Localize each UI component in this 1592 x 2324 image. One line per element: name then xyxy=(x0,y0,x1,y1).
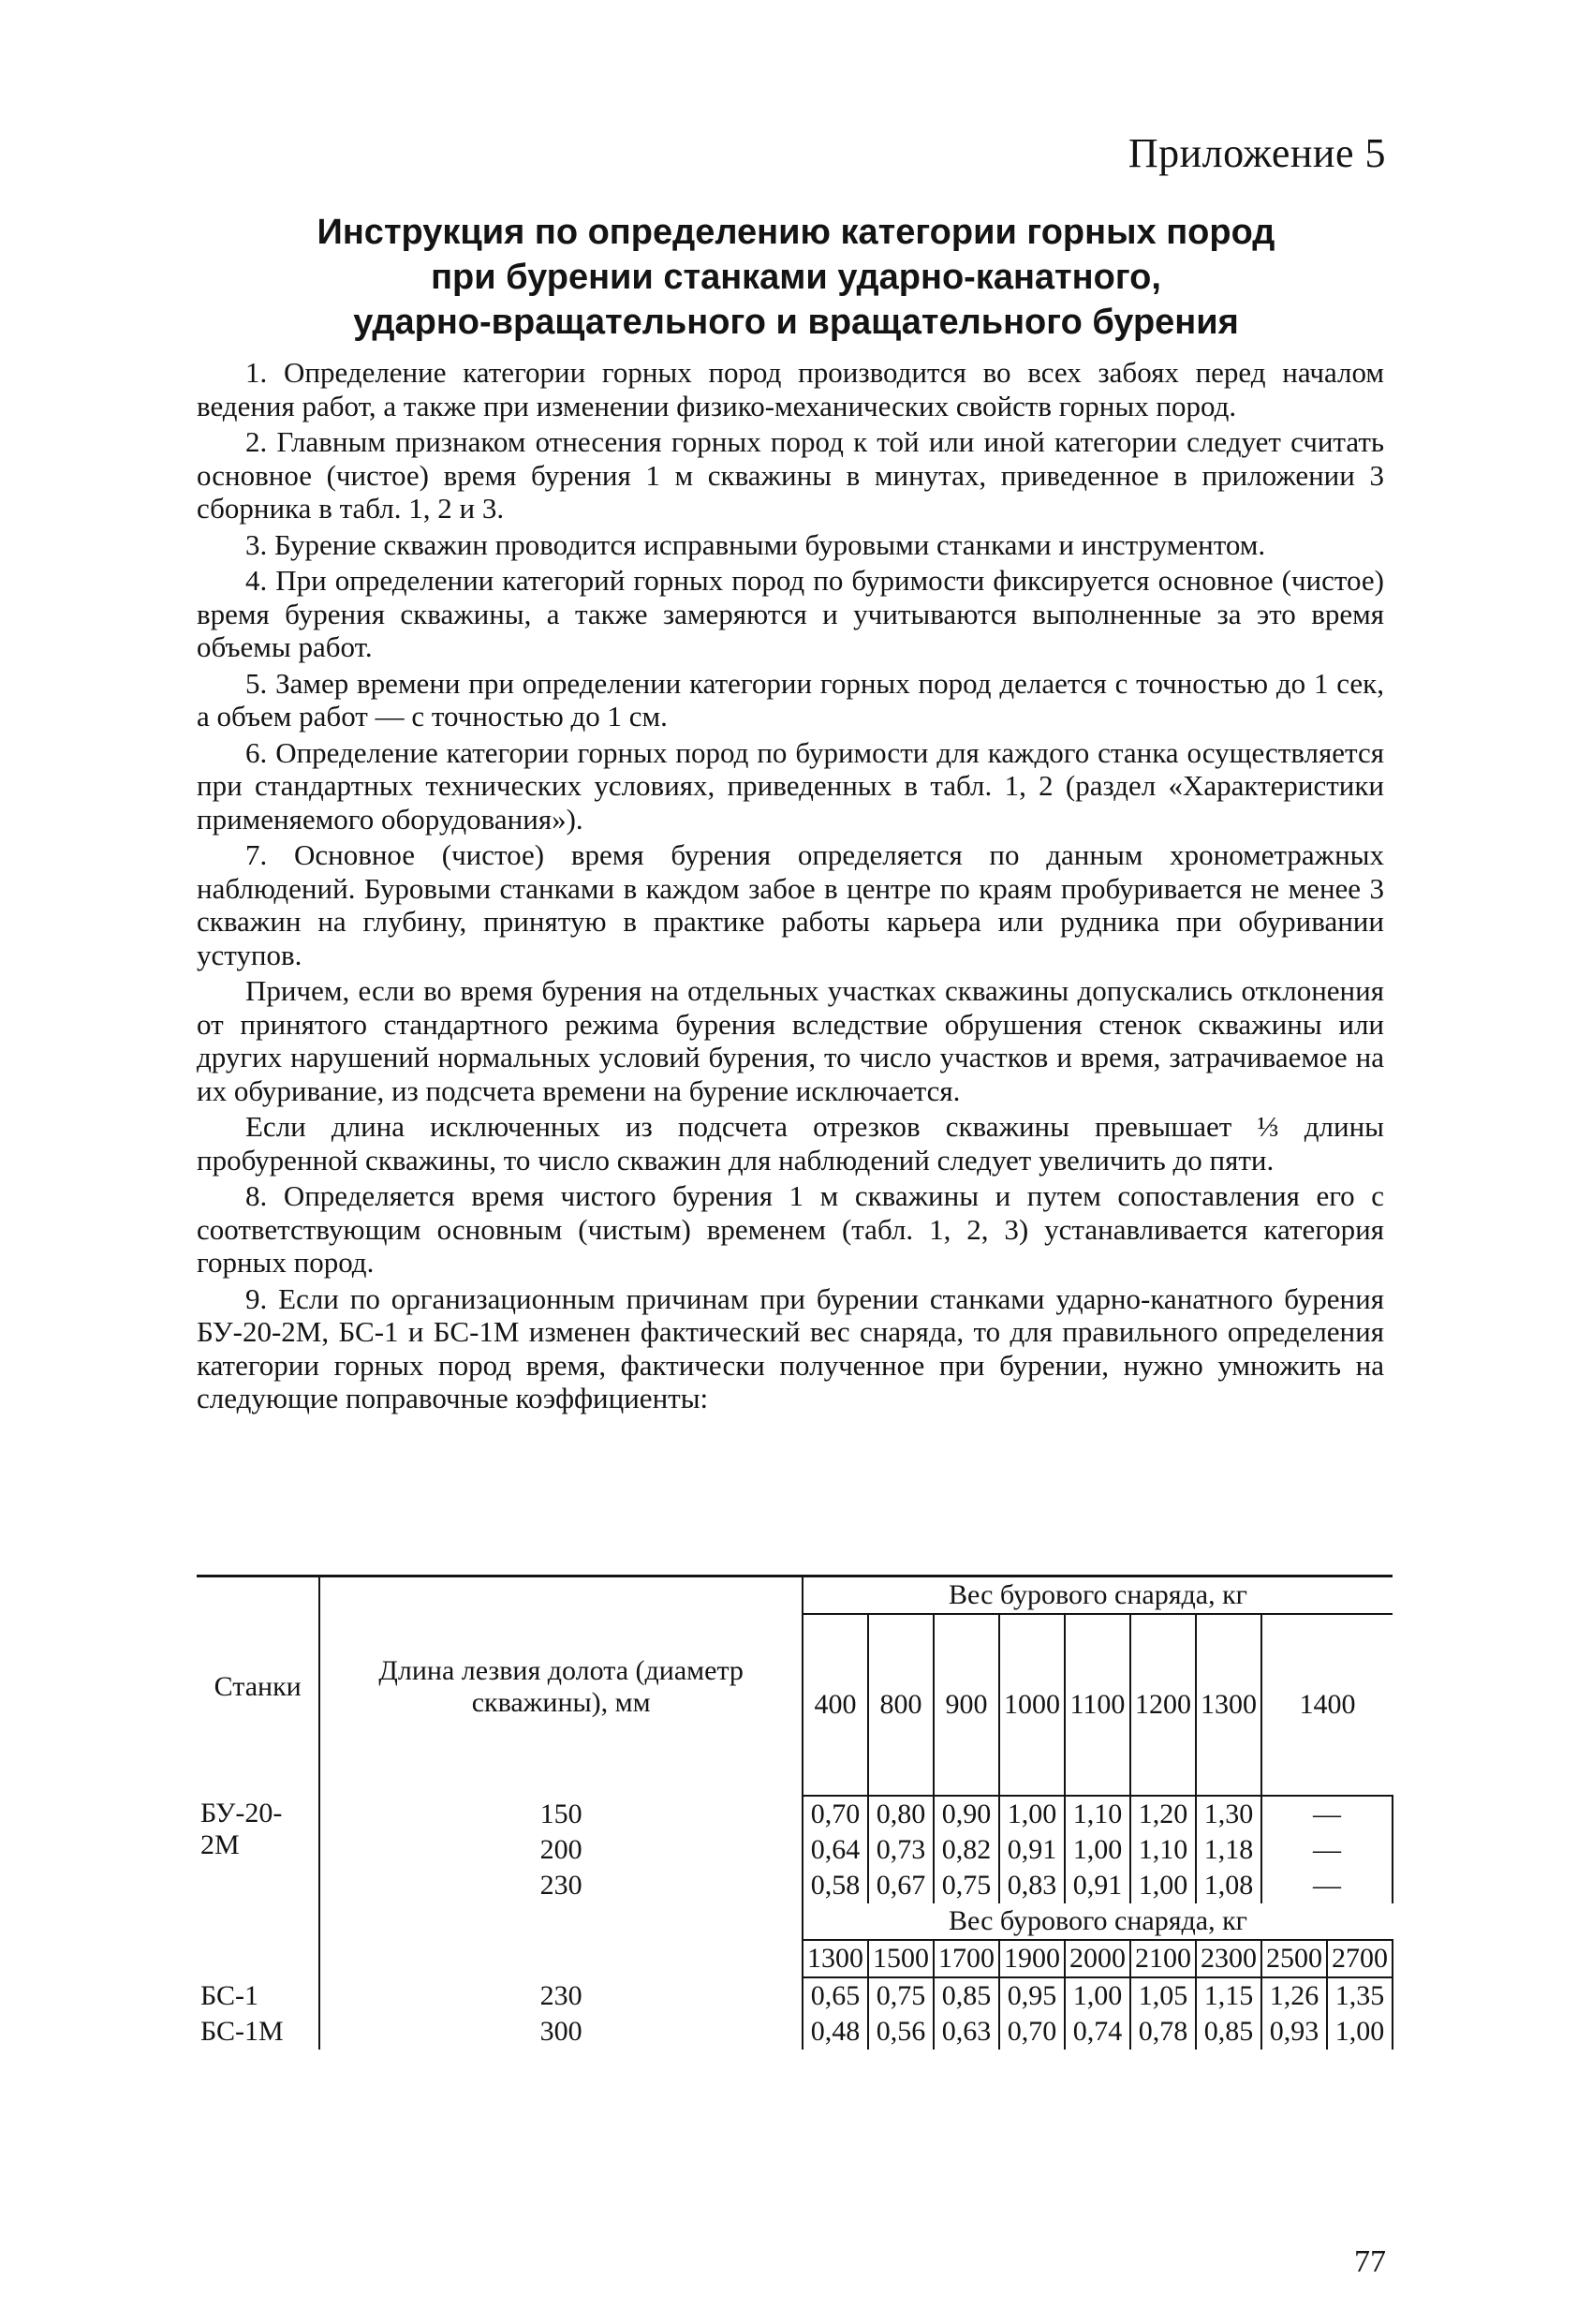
coef-value: 1,20 xyxy=(1130,1796,1196,1832)
coef-value: 0,65 xyxy=(803,1977,868,2014)
coef-value: — xyxy=(1261,1868,1393,1903)
coef-value: — xyxy=(1261,1832,1393,1868)
coef-value: 0,56 xyxy=(868,2014,934,2050)
coef-value: 0,75 xyxy=(868,1977,934,2014)
paragraph-6: 6. Определение категории горных пород по буримости для каждого станка осуществляется при стандартных технических условиях, приведенных в табл. 1, 2 (раздел «Характеристики применяемого оборудования»). xyxy=(197,735,1384,836)
title-line-1: Инструкция по определению категории горных пород xyxy=(317,213,1275,252)
weight-col-header: 1400 xyxy=(1261,1614,1393,1796)
coef-value: 1,00 xyxy=(1065,1977,1130,2014)
spacer-cell xyxy=(319,1903,803,1977)
coef-value: 1,05 xyxy=(1130,1977,1196,2014)
weight-col-header: 900 xyxy=(934,1614,999,1796)
coef-value: 1,26 xyxy=(1261,1977,1327,2014)
coef-value: 1,30 xyxy=(1196,1796,1261,1832)
weight-col-header: 1300 xyxy=(803,1940,868,1977)
machine-name: БС-1 xyxy=(197,1977,319,2014)
header-weight: Вес бурового снаряда, кг xyxy=(803,1576,1393,1615)
coef-value: 0,91 xyxy=(999,1832,1065,1868)
coef-value: 0,48 xyxy=(803,2014,868,2050)
coef-value: 0,91 xyxy=(1065,1868,1130,1903)
coef-value: 0,78 xyxy=(1130,2014,1196,2050)
weight-col-header: 1300 xyxy=(1196,1614,1261,1796)
coef-value: 0,75 xyxy=(934,1868,999,1903)
page-number: 77 xyxy=(1354,2244,1386,2279)
coef-value: 0,80 xyxy=(868,1796,934,1832)
coef-value: 1,15 xyxy=(1196,1977,1261,2014)
machine-name: БС-1М xyxy=(197,2014,319,2050)
coef-value: 1,10 xyxy=(1130,1832,1196,1868)
coef-value: 0,70 xyxy=(999,2014,1065,2050)
title-line-2: при бурении станками ударно-канатного, xyxy=(431,258,1161,297)
title-line-3: ударно-вращательного и вращательного бурения xyxy=(353,303,1239,342)
coef-value: 0,85 xyxy=(934,1977,999,2014)
machine-name: БУ-20-2М xyxy=(197,1796,319,1903)
weight-col-header: 1500 xyxy=(868,1940,934,1977)
document-title xyxy=(197,210,1395,345)
blade-length: 150 xyxy=(319,1796,803,1832)
coef-value: 0,58 xyxy=(803,1868,868,1903)
weight-col-header: 800 xyxy=(868,1614,934,1796)
blade-length: 230 xyxy=(319,1868,803,1903)
paragraph-2: 2. Главным признаком отнесения горных пород к той или иной категории следует считать основное (чистое) время бурения 1 м скважины в минутах, приведенное в приложении 3 сборника в табл. 1, 2 и 3. xyxy=(197,425,1384,525)
weight-col-header: 2700 xyxy=(1327,1940,1393,1977)
weight-col-header: 1200 xyxy=(1130,1614,1196,1796)
weight-col-header: 2300 xyxy=(1196,1940,1261,1977)
coef-value: 0,73 xyxy=(868,1832,934,1868)
spacer-cell xyxy=(197,1903,319,1977)
weight-col-header: 2000 xyxy=(1065,1940,1130,1977)
coef-value: 1,00 xyxy=(1130,1868,1196,1903)
coef-value: 1,18 xyxy=(1196,1832,1261,1868)
weight-col-header: 1900 xyxy=(999,1940,1065,1977)
paragraph-7-extra: Если длина исключенных из подсчета отрезков скважины превышает ⅓ длины пробуренной скважины, то число скважин для наблюдений следует увеличить до пяти. xyxy=(197,1110,1384,1177)
coef-value: 1,08 xyxy=(1196,1868,1261,1903)
paragraph-7-note: Причем, если во время бурения на отдельных участках скважины допускались отклонения от принятого стандартного режима бурения вследствие обрушения стенок скважины или других нарушений нормальных условий бурения, то число участков и время, затрачиваемое на их обуривание, из подсчета времени на бурение исключается. xyxy=(197,974,1384,1107)
coef-value: 1,35 xyxy=(1327,1977,1393,2014)
coef-value: 0,85 xyxy=(1196,2014,1261,2050)
appendix-label: Приложение 5 xyxy=(1128,130,1386,176)
header-stanki: Станки xyxy=(197,1576,319,1797)
coef-value: 1,00 xyxy=(999,1796,1065,1832)
weight-col-header: 2100 xyxy=(1130,1940,1196,1977)
blade-length: 230 xyxy=(319,1977,803,2014)
coef-value: 0,83 xyxy=(999,1868,1065,1903)
instruction-body xyxy=(197,356,1384,1418)
correction-coefficients-table xyxy=(197,1575,1393,2050)
paragraph-4: 4. При определении категорий горных пород по буримости фиксируется основное (чистое) время бурения скважины, а также замеряются и учитываются выполненные за это время объемы работ. xyxy=(197,564,1384,663)
weight-col-header: 1100 xyxy=(1065,1614,1130,1796)
coef-value: 0,74 xyxy=(1065,2014,1130,2050)
paragraph-8: 8. Определяется время чистого бурения 1 м скважины и путем сопоставления его с соответствующим основным (чистым) временем (табл. 1, 2, 3) устанавливается категория горных пород. xyxy=(197,1179,1384,1279)
coef-value: 0,63 xyxy=(934,2014,999,2050)
weight-col-header: 1000 xyxy=(999,1614,1065,1796)
coef-value: — xyxy=(1261,1796,1393,1832)
weight-col-header: 2500 xyxy=(1261,1940,1327,1977)
coef-value: 0,70 xyxy=(803,1796,868,1832)
paragraph-9: 9. Если по организационным причинам при бурении станками ударно-канатного бурения БУ-20-2М, БС-1 и БС-1М изменен фактический вес снаряда, то для правильного определения категории горных пород время, фактически полученное при бурении, нужно умножить на следующие поправочные коэффициенты: xyxy=(197,1281,1384,1414)
header-weight-2: Вес бурового снаряда, кг xyxy=(803,1903,1393,1940)
weight-col-header: 1700 xyxy=(934,1940,999,1977)
coef-value: 1,10 xyxy=(1065,1796,1130,1832)
paragraph-1: 1. Определение категории горных пород производится во всех забоях перед началом ведения работ, а также при изменении физико-механических свойств горных пород. xyxy=(197,356,1384,422)
paragraph-3: 3. Бурение скважин проводится исправными буровыми станками и инструментом. xyxy=(245,527,1266,561)
coef-value: 0,90 xyxy=(934,1796,999,1832)
coef-value: 0,64 xyxy=(803,1832,868,1868)
weight-col-header: 400 xyxy=(803,1614,868,1796)
coef-value: 0,93 xyxy=(1261,2014,1327,2050)
blade-length: 200 xyxy=(319,1832,803,1868)
header-blade-length: Длина лезвия долота (диаметр скважины), мм xyxy=(319,1576,803,1797)
coef-value: 1,00 xyxy=(1065,1832,1130,1868)
paragraph-7: 7. Основное (чистое) время бурения определяется по данным хронометражных наблюдений. Буровыми станками в каждом забое в центре по краям пробуривается не менее 3 скважин на глубину, принятую в практике работы карьера или рудника при обуривании уступов. xyxy=(197,838,1384,971)
coef-value: 0,82 xyxy=(934,1832,999,1868)
coef-value: 0,95 xyxy=(999,1977,1065,2014)
coef-value: 1,00 xyxy=(1327,2014,1393,2050)
paragraph-5: 5. Замер времени при определении категории горных пород делается с точностью до 1 сек, а объем работ — с точностью до 1 см. xyxy=(197,666,1384,733)
coef-value: 0,67 xyxy=(868,1868,934,1903)
blade-length: 300 xyxy=(319,2014,803,2050)
